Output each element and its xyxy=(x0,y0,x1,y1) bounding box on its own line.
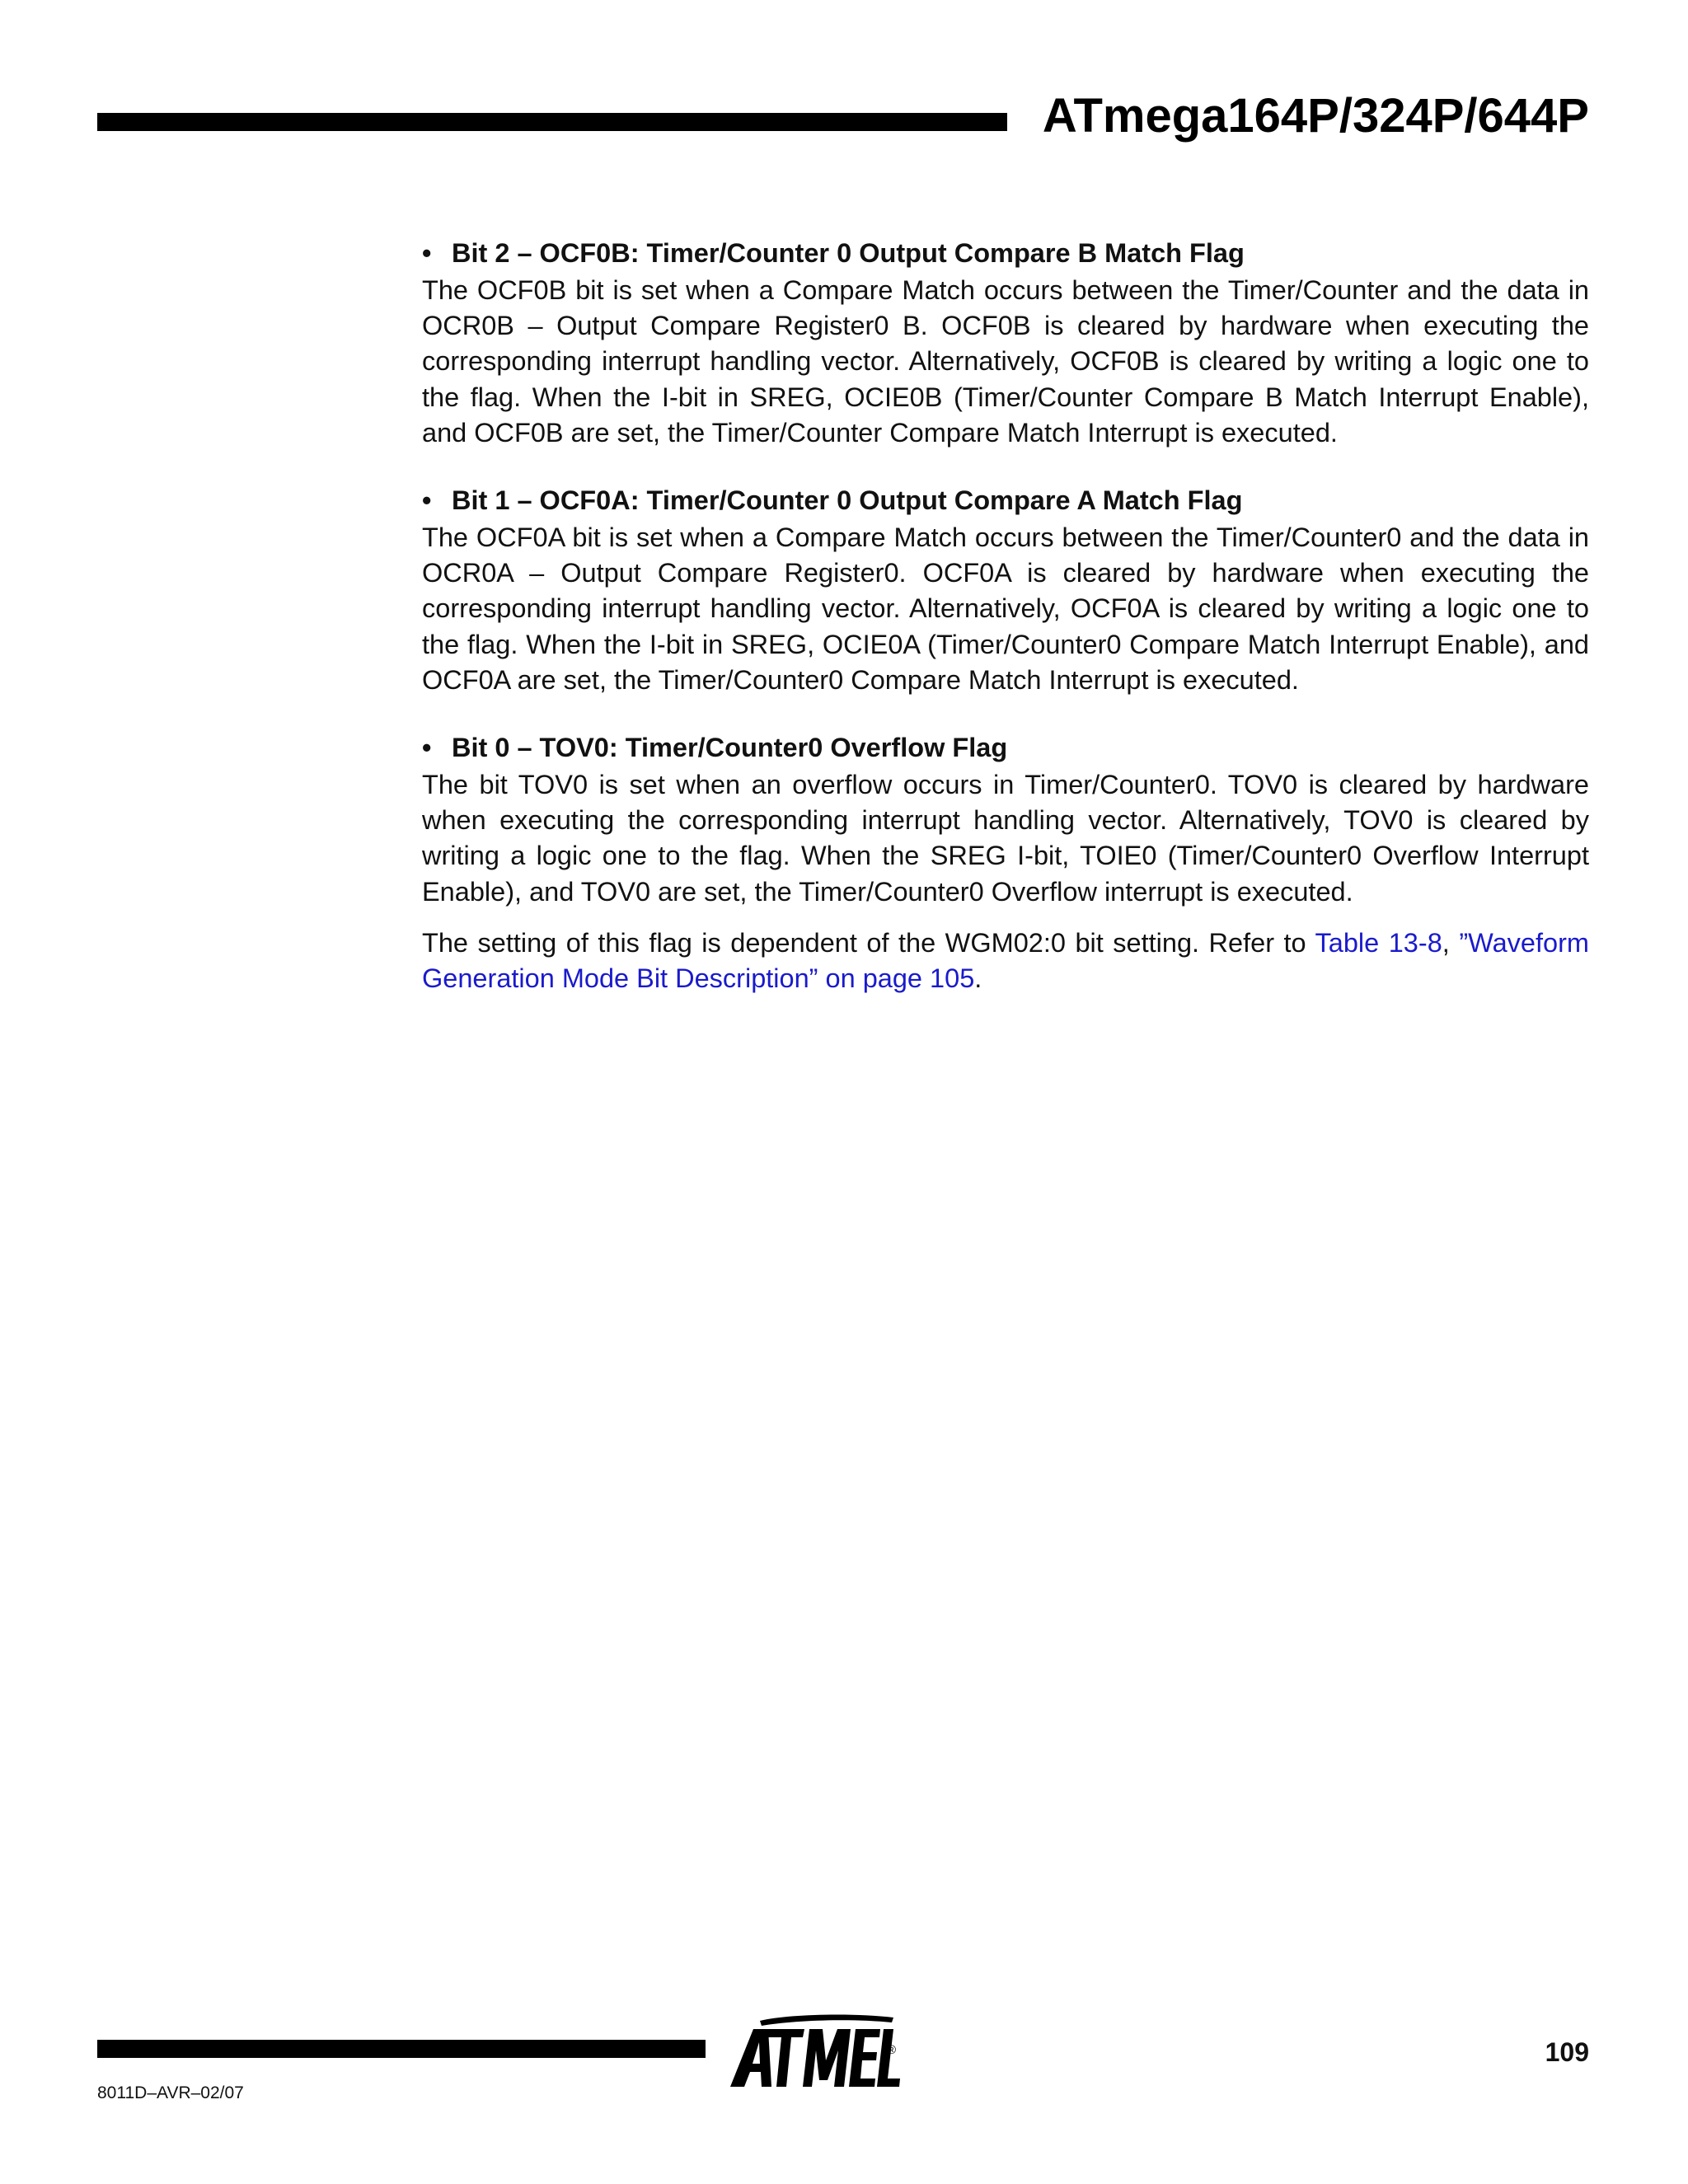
section-heading-text: Bit 2 – OCF0B: Timer/Counter 0 Output Compare B Match Flag xyxy=(452,238,1245,268)
document-code: 8011D–AVR–02/07 xyxy=(97,2083,244,2102)
header-rule xyxy=(97,113,1007,131)
section-heading xyxy=(422,482,1589,518)
bullet-icon: • xyxy=(422,238,432,268)
bullet-icon: • xyxy=(422,485,432,516)
section-ocf0a xyxy=(422,482,1589,698)
section-ocf0b xyxy=(422,235,1589,451)
section-body: The OCF0A bit is set when a Compare Match occurs between the Timer/Counter0 and the data in OCR0A – Output Compare Register0. OCF0A is cleared by hardware when executing the corresponding interrupt handling vector. Alternatively, OCF0A is cleared by writing a logic one to the flag. When the I-bit in SREG, OCIE0A (Timer/Counter0 Compare Match Interrupt Enable), and OCF0A are set, the Timer/Counter0 Compare Match Interrupt is executed. xyxy=(422,523,1589,695)
section-tov0 xyxy=(422,729,1589,996)
section-body: The bit TOV0 is set when an overflow occurs in Timer/Counter0. TOV0 is cleared by hardware when executing the corresponding interrupt handling vector. Alternatively, TOV0 is cleared by writing a logic one to the flag. When the SREG I-bit, TOIE0 (Timer/Counter0 Overflow Interrupt Enable), and TOV0 are set, the Timer/Counter0 Overflow interrupt is executed. xyxy=(422,770,1589,907)
section-heading xyxy=(422,235,1589,271)
note-suffix: . xyxy=(974,963,982,994)
wgm-note xyxy=(422,926,1589,996)
page-title: ATmega164P/324P/644P xyxy=(1042,89,1589,143)
note-separator: , xyxy=(1442,927,1460,958)
page-number: 109 xyxy=(1545,2037,1589,2067)
note-text: The setting of this flag is dependent of the WGM02:0 bit setting. Refer to xyxy=(422,927,1315,958)
atmel-logo-icon xyxy=(729,2011,902,2093)
table-13-8-link[interactable]: Table 13-8 xyxy=(1315,927,1442,958)
waveform-generation-link[interactable]: ”Waveform Generation Mode Bit Description” on page 105 xyxy=(422,927,1590,994)
section-heading xyxy=(422,729,1589,766)
section-heading-text: Bit 0 – TOV0: Timer/Counter0 Overflow Flag xyxy=(452,733,1008,763)
footer-rule xyxy=(97,2040,706,2058)
bullet-icon: • xyxy=(422,733,432,763)
section-heading-text: Bit 1 – OCF0A: Timer/Counter 0 Output Compare A Match Flag xyxy=(452,485,1243,516)
main-content xyxy=(422,235,1589,1028)
registered-mark: ® xyxy=(887,2043,897,2057)
section-body: The OCF0B bit is set when a Compare Match occurs between the Timer/Counter and the data in OCR0B – Output Compare Register0 B. OCF0B is cleared by hardware when executing the corresponding interrupt handling vector. Alternatively, OCF0B is cleared by writing a logic one to the flag. When the I-bit in SREG, OCIE0B (Timer/Counter Compare B Match Interrupt Enable), and OCF0B are set, the Timer/Counter Compare Match Interrupt is executed. xyxy=(422,275,1589,448)
